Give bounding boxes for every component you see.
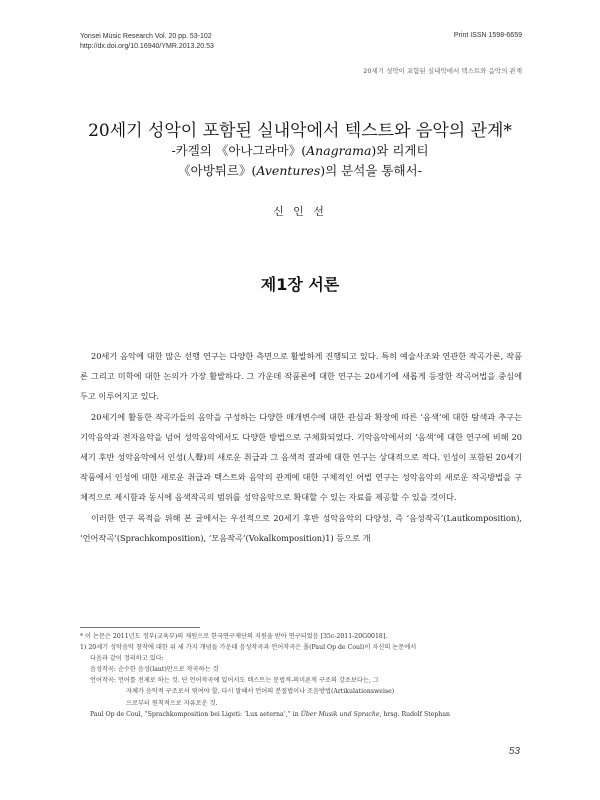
author-name: 신 인 선: [273, 205, 327, 218]
citation-italic-title: Über Musik und Sprache: [300, 710, 380, 718]
running-title: 20세기 성악이 포함된 실내악에서 텍스트와 음악의 관계: [363, 67, 522, 75]
issn: Print ISSN 1598-6659: [453, 32, 522, 39]
body-text: [80, 346, 522, 548]
chapter-heading: 제1장 서론: [260, 275, 340, 294]
paper-subtitle-line-2: [60, 161, 540, 179]
footnote-1-line: 다음과 같이 정리하고 있다:: [90, 655, 164, 663]
subtitle-italic-work: Anagrama: [306, 143, 372, 158]
journal-citation: Yonsei Music Research Vol. 20 pp. 53-102: [80, 33, 212, 40]
footnote-funding: * 이 논문은 2011년도 정부(교육부)의 재원으로 한국연구재단의 지원을 받아 연구되었음 [35c-2011-20G0018].: [80, 633, 388, 640]
footnote-1-line: 음성작곡: 순수한 음성(laut)만으로 작곡하는 것: [90, 666, 219, 674]
paper-subtitle-line-1: [60, 141, 540, 159]
subtitle-italic-work: Aventures: [256, 163, 321, 178]
footnote-1: 1) 20세기 성악음악 창작에 대한 위 세 가지 개념들 가운데 음성작곡과 언어작곡은 폴(Paul Op de Coul)이 자신의 논문에서: [80, 644, 417, 652]
paragraph-1: 20세기 음악에 대한 많은 선행 연구는 다양한 측면으로 활발하게 진행되고 있다. 특히 예술사조와 연관한 작곡가론, 작품론 그리고 미학에 대한 논의가 가장 활발하다. 그 가운데 작품론에 대한 연구는 20세기에 새롭게 등장한 작곡어법을 중심에 두고 이루어지고 있다.: [80, 351, 522, 402]
paragraph-2: 20세기에 활동한 작곡가들의 음악을 구성하는 다양한 매개변수에 대한 관심과 확장에 따른 ‘음색’에 대한 탐색과 추구는 기악음악과 전자음악을 넘어 성악음악에서도 다양한 방법으로 구체화되었다. 기악음악에서의 ‘음색’에 대한 연구에 비해 20세기 후반 성악음악에서 인성(人聲)의 새로운 취급과 그 음색적 결과에 대한 연구는 상대적으로 적다. 인성이 포함된 20세기 작품에서 인성에 대한 새로운 취급과 텍스트와 음악의 관계에 대한 구체적인 어법 연구는 성악음악의 새로운 작곡방법을 구체적으로 제시함과 동시에 음색작곡의 범위를 성악음악으로 확대할 수 있는 자료를 제공할 수 있을 것이다.: [80, 411, 522, 503]
footnote-1-line: 언어작곡: 언어를 전제로 하는 것. 단 언어작곡에 있어서도 텍스트는 문법적-의미론적 구조의 강조보다는, 그: [90, 677, 379, 685]
page-number: 53: [508, 746, 520, 757]
subtitle-text: )의 분석을 통해서-: [320, 163, 422, 178]
footnote-divider: [80, 627, 200, 628]
footnotes: [80, 631, 525, 720]
citation-text: Paul Op de Coul, “Sprachkomposition bei Ligeti: ‘Lux aeterna’,” in: [90, 710, 301, 718]
citation-text: , hrsg. Rudolf Stephan: [379, 710, 451, 718]
doi-link[interactable]: http://dx.doi.org/10.16940/YMR.2013.20.53: [80, 43, 214, 50]
paper-title: 20세기 성악이 포함된 실내악에서 텍스트와 음악의 관계*: [88, 121, 512, 141]
footnote-1-line: 자체가 음악적 구조로서 엮여야 할. 다시 말해서 언어의 분절법이나 조음방법(Artikulationsweise): [126, 688, 395, 696]
journal-header: [80, 32, 214, 52]
subtitle-text: -카겔의 《아나그라마》(: [171, 143, 307, 158]
subtitle-text: )와 리게티: [371, 143, 429, 158]
footnote-1-citation: [80, 709, 525, 720]
footnote-1-line: 으로부터 원칙적으로 자유로운 것.: [126, 699, 218, 707]
subtitle-text: 《아방튀르》(: [178, 163, 257, 178]
paragraph-3: 이러한 연구 목적을 위해 본 글에서는 우선적으로 20세기 후반 성악음악의 다양성, 즉 ‘음성작곡’(Lautkomposition), ‘언어작곡’(Sprachkomposition), ‘모음작곡’(Vokalkomposition)1) 등으로 개: [80, 512, 522, 543]
